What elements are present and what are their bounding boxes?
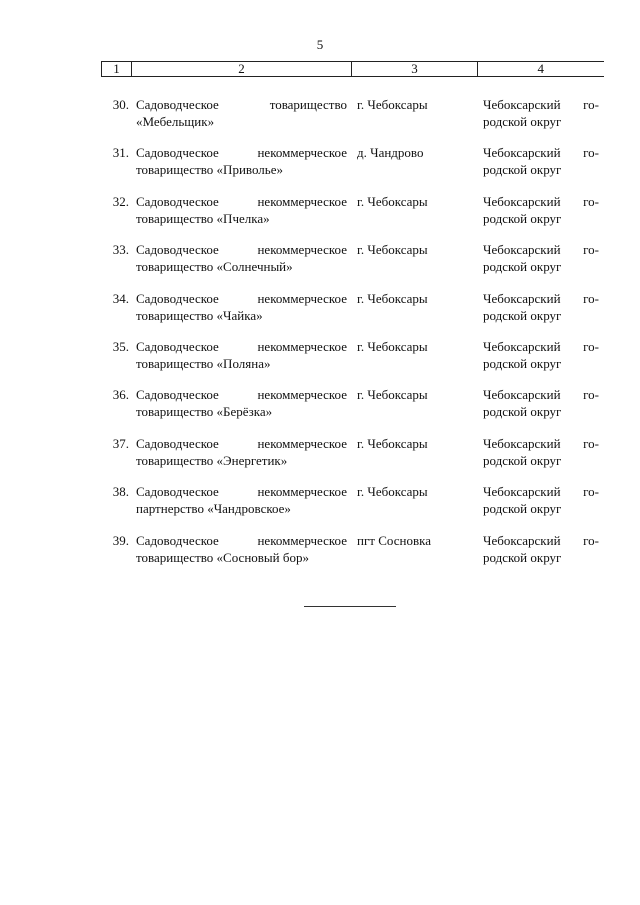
locality: пгт Сосновка <box>357 532 431 548</box>
column-header-4: 4 <box>478 62 604 77</box>
district-line: родской округ <box>483 452 562 468</box>
column-header-1: 1 <box>102 62 132 77</box>
row-number: 39. <box>112 532 129 548</box>
name-word: некоммерческое <box>257 484 347 500</box>
organization-name <box>136 338 347 372</box>
table-row <box>101 338 603 386</box>
district-line: родской округ <box>483 307 562 323</box>
name-word: Садоводческое <box>136 145 219 161</box>
organization-name <box>136 532 347 566</box>
name-word: товарищество <box>269 97 347 112</box>
district-word: Чебоксарский <box>483 532 561 548</box>
name-word: Садоводческое <box>136 387 219 403</box>
name-word: некоммерческое <box>257 193 347 209</box>
district <box>483 96 599 130</box>
end-separator-line <box>304 606 396 607</box>
name-word: некоммерческое <box>257 532 347 548</box>
table-row <box>101 96 603 144</box>
table-row <box>101 290 603 338</box>
locality: г. Чебоксары <box>357 338 428 354</box>
name-word: некоммерческое <box>257 242 347 258</box>
district-line: родской округ <box>483 114 562 129</box>
district <box>483 241 599 275</box>
locality: д. Чандрово <box>357 145 424 161</box>
name-word: Садоводческое <box>136 290 219 306</box>
district-word: Чебоксарский <box>483 145 561 161</box>
name-word: Садоводческое <box>136 242 219 258</box>
row-number: 37. <box>112 435 129 451</box>
row-number: 30. <box>112 97 129 112</box>
district-word: го- <box>583 435 599 451</box>
district-word: го- <box>583 242 599 258</box>
district-word: Чебоксарский <box>483 338 561 354</box>
row-number: 35. <box>112 338 129 354</box>
district-word: Чебоксарский <box>483 484 561 500</box>
name-line: товарищество «Берёзка» <box>136 404 273 420</box>
organization-name <box>136 144 347 178</box>
locality: г. Чебоксары <box>357 435 428 451</box>
row-number: 33. <box>112 242 129 258</box>
page-number: 5 <box>316 37 324 52</box>
district <box>483 338 599 372</box>
table-row <box>101 532 603 580</box>
district <box>483 144 599 178</box>
table-row <box>101 386 603 434</box>
district-word: Чебоксарский <box>483 290 561 306</box>
locality: г. Чебоксары <box>357 387 428 403</box>
locality: г. Чебоксары <box>357 97 428 112</box>
row-number: 31. <box>112 145 129 161</box>
district-line: родской округ <box>483 210 562 226</box>
table-body <box>101 96 603 580</box>
district-word: Чебоксарский <box>483 242 561 258</box>
locality: г. Чебоксары <box>357 484 428 500</box>
name-word: некоммерческое <box>257 338 347 354</box>
organization-name <box>136 96 347 130</box>
name-word: Садоводческое <box>136 435 219 451</box>
organization-name <box>136 386 347 420</box>
name-word: Садоводческое <box>136 97 219 112</box>
district-word: Чебоксарский <box>483 193 561 209</box>
name-word: некоммерческое <box>257 435 347 451</box>
locality: г. Чебоксары <box>357 290 428 306</box>
name-line: товарищество «Сосновый бор» <box>136 549 309 565</box>
district-word: го- <box>583 338 599 354</box>
name-word: Садоводческое <box>136 193 219 209</box>
district-word: го- <box>583 290 599 306</box>
name-word: Садоводческое <box>136 532 219 548</box>
row-number: 36. <box>112 387 129 403</box>
table-row <box>101 483 603 531</box>
organization-name <box>136 435 347 469</box>
locality: г. Чебоксары <box>357 242 428 258</box>
district-line: родской округ <box>483 549 562 565</box>
district <box>483 193 599 227</box>
district-word: го- <box>583 193 599 209</box>
district-word: го- <box>583 387 599 403</box>
name-word: некоммерческое <box>257 145 347 161</box>
locality: г. Чебоксары <box>357 193 428 209</box>
name-word: Садоводческое <box>136 338 219 354</box>
row-number: 34. <box>112 290 129 306</box>
organization-name <box>136 483 347 517</box>
district-word: Чебоксарский <box>483 97 561 112</box>
name-word: некоммерческое <box>257 290 347 306</box>
district-word: го- <box>583 532 599 548</box>
column-header-2: 2 <box>132 62 352 77</box>
district-line: родской округ <box>483 355 562 371</box>
organization-name <box>136 290 347 324</box>
district-word: Чебоксарский <box>483 387 561 403</box>
table-row <box>101 193 603 241</box>
name-line: товарищество «Энергетик» <box>136 452 288 468</box>
name-line: товарищество «Пчелка» <box>136 210 270 226</box>
district-word: го- <box>583 145 599 161</box>
table-row <box>101 144 603 192</box>
name-line: партнерство «Чандровское» <box>136 501 291 517</box>
table-row <box>101 241 603 289</box>
district-line: родской округ <box>483 259 562 275</box>
district <box>483 483 599 517</box>
name-word: некоммерческое <box>257 387 347 403</box>
district <box>483 290 599 324</box>
district-word: го- <box>583 97 599 112</box>
column-header-3: 3 <box>352 62 478 77</box>
district-word: Чебоксарский <box>483 435 561 451</box>
name-line: товарищество «Привольe» <box>136 162 283 178</box>
name-line: товарищество «Солнечный» <box>136 259 293 275</box>
district-line: родской округ <box>483 162 562 178</box>
organization-name <box>136 193 347 227</box>
district-line: родской округ <box>483 404 562 420</box>
name-word: Садоводческое <box>136 484 219 500</box>
row-number: 32. <box>112 193 129 209</box>
name-line: товарищество «Чайка» <box>136 307 263 323</box>
district <box>483 386 599 420</box>
district-line: родской округ <box>483 501 562 517</box>
name-line: товарищество «Поляна» <box>136 355 271 371</box>
table-row <box>101 435 603 483</box>
row-number: 38. <box>112 484 129 500</box>
district <box>483 532 599 566</box>
column-header-table <box>101 61 604 77</box>
district <box>483 435 599 469</box>
name-line: «Мебельщик» <box>136 114 215 129</box>
district-word: го- <box>583 484 599 500</box>
column-header-row <box>102 62 604 77</box>
organization-name <box>136 241 347 275</box>
